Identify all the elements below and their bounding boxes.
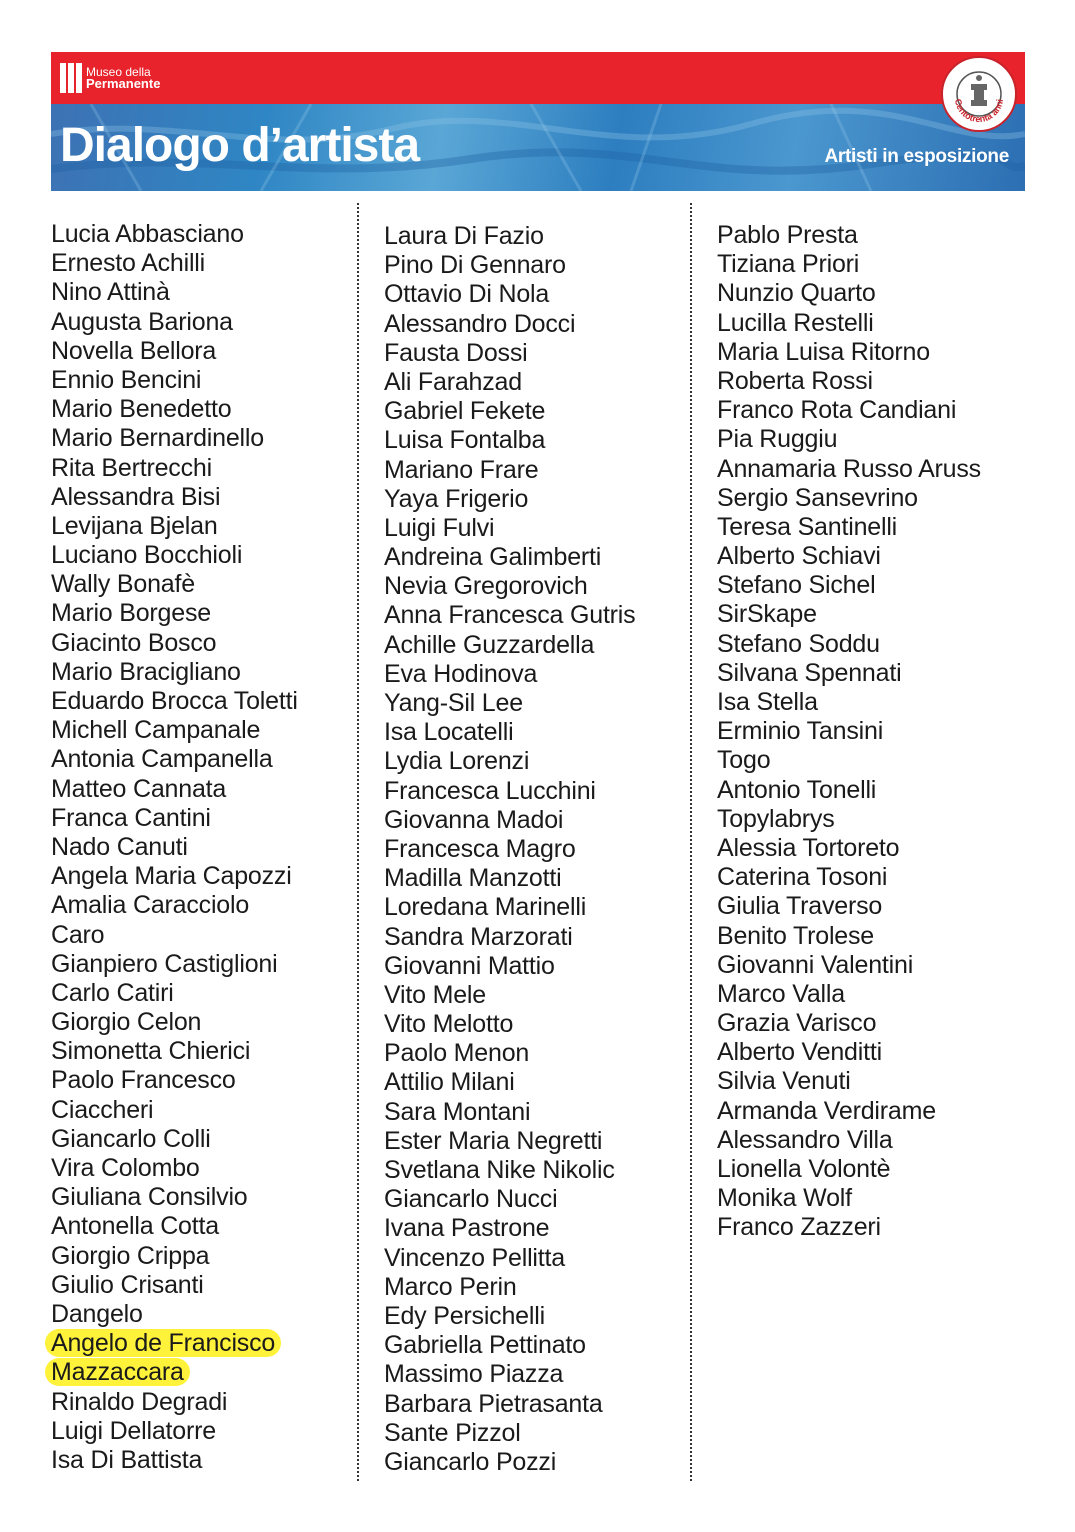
artist-name <box>51 1096 298 1125</box>
artist-name <box>384 835 635 864</box>
artist-name <box>51 979 298 1008</box>
artist-name-text: Ennio Bencini <box>51 365 202 394</box>
artist-name-text: Lucia Abbasciano <box>51 220 244 248</box>
artist-name <box>51 658 298 687</box>
artist-name-text: Gabriel Fekete <box>384 397 546 426</box>
artist-name-text: Togo <box>717 746 771 775</box>
artist-name <box>384 1448 635 1477</box>
artist-name-text: Gianpiero Castiglioni <box>51 949 278 978</box>
artist-name <box>384 893 635 922</box>
artist-name <box>51 1066 298 1095</box>
artist-name-text: Ottavio Di Nola <box>384 280 550 309</box>
artist-name <box>51 220 298 249</box>
artist-name-text: Topylabrys <box>717 804 835 833</box>
page-title: Dialogo d’artista <box>60 119 420 172</box>
artist-name <box>384 1360 635 1389</box>
artist-name <box>51 891 298 920</box>
museum-logo <box>60 60 160 96</box>
artist-name-text: Wally Bonafè <box>51 570 195 599</box>
header-banner <box>51 52 1025 191</box>
artist-name <box>384 339 635 368</box>
artist-name <box>51 395 298 424</box>
artist-name-text: Giovanni Valentini <box>717 950 914 979</box>
artist-name-text: Gabriella Pettinato <box>384 1331 586 1360</box>
artist-name-text: Alessandra Bisi <box>51 482 221 511</box>
artist-name <box>51 745 298 774</box>
artist-name-text: Rinaldo Degradi <box>51 1387 228 1416</box>
artist-name <box>717 1097 981 1126</box>
artist-name-text: Teresa Santinelli <box>717 512 898 541</box>
page-subtitle: Artisti in esposizione <box>824 146 1009 167</box>
artist-name-text: Caterina Tosoni <box>717 863 888 892</box>
artist-name <box>717 922 981 951</box>
artist-name-text: Luisa Fontalba <box>384 426 546 455</box>
artist-name-text: Antonio Tonelli <box>717 775 877 804</box>
artist-name <box>51 862 298 891</box>
artist-name <box>51 599 298 628</box>
artist-name <box>384 981 635 1010</box>
artist-name-text: Marco Valla <box>717 979 845 1008</box>
artist-name-text: Francesca Magro <box>384 834 576 863</box>
artist-name-text: Ciaccheri <box>51 1095 154 1124</box>
artist-name-text: Alessia Tortoreto <box>717 833 900 862</box>
artist-name <box>51 1446 298 1475</box>
artist-name-text: Nunzio Quarto <box>717 279 876 308</box>
artist-name <box>717 1038 981 1067</box>
artist-name-text: Giovanna Madoi <box>384 805 564 834</box>
artist-name <box>51 512 298 541</box>
artist-name-text: Armanda Verdirame <box>717 1096 936 1125</box>
artist-name-text: Stefano Sichel <box>717 571 876 600</box>
artist-name <box>717 834 981 863</box>
artist-name <box>51 921 298 950</box>
artist-name <box>51 483 298 512</box>
artist-name-text: Nino Attinà <box>51 278 170 307</box>
artist-name-text: Franca Cantini <box>51 803 211 832</box>
artist-name-text: Paolo Menon <box>384 1039 530 1068</box>
artist-name <box>384 689 635 718</box>
artist-name <box>717 250 981 279</box>
artist-name-text: Mario Borgese <box>51 599 211 628</box>
artist-name <box>51 687 298 716</box>
artist-name <box>717 1126 981 1155</box>
artist-name-text: Alessandro Villa <box>717 1125 893 1154</box>
artist-name-text: Francesca Lucchini <box>384 776 596 805</box>
artist-name <box>384 426 635 455</box>
artist-name-text: Antonia Campanella <box>51 745 273 774</box>
artist-name-text: Luigi Dellatorre <box>51 1416 216 1445</box>
artist-name-text: Yaya Frigerio <box>384 484 529 513</box>
artist-name-text: Yang-Sil Lee <box>384 689 523 717</box>
artist-name <box>51 1154 298 1183</box>
artist-name <box>51 1212 298 1241</box>
artist-name <box>717 688 981 717</box>
artist-name <box>51 833 298 862</box>
artist-name <box>717 1184 981 1213</box>
artist-name-text: Giuliana Consilvio <box>51 1183 248 1212</box>
artist-name-text: Svetlana Nike Nikolic <box>384 1156 615 1184</box>
artist-name <box>384 368 635 397</box>
artist-name <box>51 1417 298 1446</box>
artist-name-text: Caro <box>51 920 105 949</box>
artist-name-text: Tiziana Priori <box>717 250 860 279</box>
artist-name-text: Nevia Gregorovich <box>384 572 588 601</box>
artist-name-text: Giulia Traverso <box>717 892 883 921</box>
artist-name-text: Levijana Bjelan <box>51 511 218 540</box>
artist-name-text: Matteo Cannata <box>51 774 227 803</box>
artist-name-text: Antonella Cotta <box>51 1212 219 1241</box>
artist-name-text: Giancarlo Nucci <box>384 1185 558 1214</box>
artist-name <box>717 455 981 484</box>
artist-name-text: Pia Ruggiu <box>717 425 838 454</box>
artist-name-text: Silvana Spennati <box>717 658 902 687</box>
artist-name <box>717 863 981 892</box>
artist-name-text: Silvia Venuti <box>717 1067 851 1096</box>
artist-name-text: Marco Perin <box>384 1272 517 1301</box>
artist-name <box>717 746 981 775</box>
artist-name-text: Stefano Soddu <box>717 629 880 658</box>
artist-name <box>51 1242 298 1271</box>
artist-name <box>384 864 635 893</box>
artist-name <box>384 631 635 660</box>
artist-name-text: Isa Di Battista <box>51 1445 203 1474</box>
artist-name-text: Anna Francesca Gutris <box>384 601 636 630</box>
artist-name <box>51 424 298 453</box>
artist-name-text: Alessandro Docci <box>384 309 576 338</box>
artist-name-text: Isa Locatelli <box>384 718 514 747</box>
artist-name <box>717 484 981 513</box>
artist-name <box>717 425 981 454</box>
artist-name-text: Pino Di Gennaro <box>384 251 566 280</box>
artist-name <box>384 1273 635 1302</box>
artist-name <box>384 660 635 689</box>
artist-name <box>717 951 981 980</box>
artist-name <box>717 513 981 542</box>
artist-name <box>51 804 298 833</box>
artist-name-text: Mario Benedetto <box>51 395 232 424</box>
artist-name-text: Massimo Piazza <box>384 1360 564 1389</box>
artist-name <box>717 221 981 250</box>
artist-name-text: Roberta Rossi <box>717 366 873 395</box>
artist-name-text: Nado Canuti <box>51 832 188 861</box>
artist-name-text: Mario Bernardinello <box>51 424 264 453</box>
museum-logo-icon <box>60 63 82 93</box>
artist-name <box>51 1271 298 1300</box>
column-divider <box>357 203 359 1481</box>
artist-name-text: Maria Luisa Ritorno <box>717 337 930 366</box>
artist-name-text: Alberto Venditti <box>717 1038 882 1067</box>
artist-name <box>717 717 981 746</box>
artist-name <box>384 485 635 514</box>
artist-name <box>717 1009 981 1038</box>
artist-name <box>384 572 635 601</box>
artist-name <box>384 514 635 543</box>
artist-name <box>717 630 981 659</box>
artist-name <box>51 1008 298 1037</box>
artist-name <box>51 1125 298 1154</box>
artist-name-text: Luigi Fulvi <box>384 513 495 542</box>
artists-column-3 <box>717 221 981 1243</box>
artist-name <box>51 1358 298 1387</box>
column-divider <box>690 203 692 1481</box>
artist-name-text: Madilla Manzotti <box>384 864 562 893</box>
artist-name-text: Augusta Bariona <box>51 307 233 336</box>
artist-name-text: Giacinto Bosco <box>51 628 217 657</box>
artist-name <box>51 308 298 337</box>
artist-name-text: Benito Trolese <box>717 921 875 950</box>
artist-name <box>384 1244 635 1273</box>
artist-name-text: Laura Di Fazio <box>384 222 544 250</box>
artist-name-text: Ernesto Achilli <box>51 249 206 278</box>
artists-column-2 <box>384 222 635 1477</box>
artist-name-text: Paolo Francesco <box>51 1066 236 1095</box>
artist-name <box>51 570 298 599</box>
banner-red-band <box>51 52 1025 104</box>
artist-name <box>384 456 635 485</box>
artist-name <box>384 1010 635 1039</box>
artist-name-text: Sara Montani <box>384 1097 531 1126</box>
artist-name-text: Alberto Schiavi <box>717 542 881 571</box>
artist-name <box>51 716 298 745</box>
artist-name <box>717 542 981 571</box>
artist-name-text: Annamaria Russo Aruss <box>717 454 981 483</box>
artist-name-text: Sergio Sansevrino <box>717 483 918 512</box>
artist-name <box>717 1067 981 1096</box>
artist-name-text: Angela Maria Capozzi <box>51 862 292 891</box>
artist-name-text: Eduardo Brocca Toletti <box>51 687 298 715</box>
artist-name <box>384 543 635 572</box>
artist-name <box>51 249 298 278</box>
artist-name <box>51 278 298 307</box>
artist-name <box>51 1329 298 1358</box>
artist-name <box>717 980 981 1009</box>
artist-name <box>717 309 981 338</box>
artist-name <box>717 600 981 629</box>
artist-name-text: Ali Farahzad <box>384 367 522 396</box>
artist-name-text: Vincenzo Pellitta <box>384 1243 565 1272</box>
artist-name-text: Giulio Crisanti <box>51 1270 204 1299</box>
artist-name-text: Barbara Pietrasanta <box>384 1389 603 1418</box>
artist-name <box>717 776 981 805</box>
artist-name <box>51 454 298 483</box>
artist-name <box>51 1388 298 1417</box>
artist-name <box>717 396 981 425</box>
artist-name <box>384 1039 635 1068</box>
artist-name-text: Andreina Galimberti <box>384 543 602 572</box>
artist-name <box>384 1214 635 1243</box>
artist-name-text: Lionella Volontè <box>717 1155 891 1183</box>
artist-name <box>717 1213 981 1242</box>
artist-name-text: Ester Maria Negretti <box>384 1126 603 1155</box>
artist-name-text: Michell Campanale <box>51 716 261 745</box>
artist-name-text: Erminio Tansini <box>717 717 884 746</box>
artist-name <box>384 397 635 426</box>
artist-name <box>51 1037 298 1066</box>
artist-name <box>717 659 981 688</box>
artist-name <box>717 1155 981 1184</box>
artists-column-1 <box>51 220 298 1475</box>
artist-name <box>384 251 635 280</box>
artist-name <box>717 892 981 921</box>
artist-name <box>384 280 635 309</box>
seal-text: Centotrenta anni <box>952 97 1005 125</box>
artist-name <box>384 1390 635 1419</box>
artist-name <box>384 310 635 339</box>
artist-name <box>51 337 298 366</box>
artist-name-text: Lucilla Restelli <box>717 308 874 337</box>
artist-name <box>384 1302 635 1331</box>
artist-name <box>384 1068 635 1097</box>
artist-name-text: Fausta Dossi <box>384 338 528 367</box>
artist-name-text: Dangelo <box>51 1299 143 1328</box>
artist-name <box>384 1156 635 1185</box>
artist-name <box>51 1300 298 1329</box>
highlighted-artist-name: Mazzaccara <box>45 1358 190 1386</box>
artist-name <box>51 629 298 658</box>
artist-name-text: Mario Bracigliano <box>51 657 241 686</box>
artist-name-text: Franco Rota Candiani <box>717 396 957 425</box>
artist-name <box>384 1098 635 1127</box>
artist-name <box>717 338 981 367</box>
artist-name <box>51 950 298 979</box>
artist-name <box>717 805 981 834</box>
artist-name <box>384 923 635 952</box>
artist-name-text: Giancarlo Colli <box>51 1124 211 1153</box>
artist-name-text: Edy Persichelli <box>384 1301 545 1330</box>
artist-name-text: Achille Guzzardella <box>384 630 595 659</box>
artist-name-text: Eva Hodinova <box>384 659 538 688</box>
artist-name-text: Vira Colombo <box>51 1154 200 1182</box>
artist-name <box>384 747 635 776</box>
artist-name <box>717 571 981 600</box>
artist-name-text: Giancarlo Pozzi <box>384 1447 557 1476</box>
artist-name-text: Isa Stella <box>717 688 818 716</box>
artist-name-text: Mariano Frare <box>384 455 539 484</box>
logo-line-1: Museo della <box>86 65 151 79</box>
anniversary-seal-icon <box>941 56 1017 132</box>
artist-name <box>384 777 635 806</box>
artist-name <box>384 1419 635 1448</box>
artist-name <box>384 806 635 835</box>
artist-name <box>384 1331 635 1360</box>
artist-name <box>384 1185 635 1214</box>
artist-name <box>51 1183 298 1212</box>
artist-name <box>51 541 298 570</box>
artist-name-text: SirSkape <box>717 600 817 629</box>
artist-name-text: Simonetta Chierici <box>51 1037 251 1066</box>
artist-name-text: Pablo Presta <box>717 221 858 249</box>
artist-name-text: Monika Wolf <box>717 1184 852 1213</box>
highlighted-artist-name: Angelo de Francisco <box>45 1329 281 1357</box>
artist-name-text: Sandra Marzorati <box>384 922 573 951</box>
artist-name-text: Franco Zazzeri <box>717 1213 881 1242</box>
artist-name-text: Novella Bellora <box>51 336 217 365</box>
artist-name <box>51 775 298 804</box>
artist-name <box>384 222 635 251</box>
logo-line-2: Permanente <box>86 76 161 91</box>
artist-name-text: Loredana Marinelli <box>384 893 587 922</box>
artist-name <box>717 279 981 308</box>
artist-name-text: Grazia Varisco <box>717 1009 877 1038</box>
artist-name-text: Lydia Lorenzi <box>384 747 530 776</box>
artist-name-text: Ivana Pastrone <box>384 1214 550 1243</box>
artist-name <box>384 952 635 981</box>
artist-name-text: Rita Bertrecchi <box>51 453 212 482</box>
artist-name-text: Vito Melotto <box>384 1010 514 1039</box>
artist-name-text: Amalia Caracciolo <box>51 891 250 920</box>
artist-name <box>51 366 298 395</box>
artist-name-text: Giorgio Crippa <box>51 1241 210 1270</box>
artist-name-text: Attilio Milani <box>384 1068 515 1097</box>
artist-name-text: Vito Mele <box>384 980 486 1009</box>
artist-name <box>384 601 635 630</box>
artist-name-text: Giovanni Mattio <box>384 951 555 980</box>
artist-name-text: Carlo Catiri <box>51 978 174 1007</box>
artist-name <box>384 1127 635 1156</box>
artist-name <box>717 367 981 396</box>
artist-name-text: Sante Pizzol <box>384 1418 521 1447</box>
artist-name <box>384 718 635 747</box>
artist-name-text: Luciano Bocchioli <box>51 541 243 570</box>
artist-name-text: Giorgio Celon <box>51 1008 202 1037</box>
